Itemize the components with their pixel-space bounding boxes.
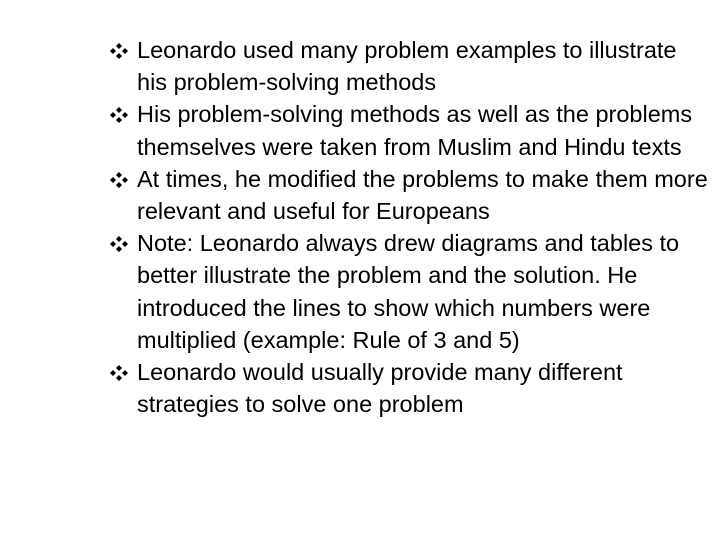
bullet-item bbox=[108, 98, 708, 162]
bullet-item bbox=[108, 34, 708, 98]
bullet-item bbox=[108, 163, 708, 227]
bullet-text: Leonardo would usually provide many different strategies to solve one problem bbox=[137, 359, 623, 418]
bullet-text: At times, he modified the problems to make them more relevant and useful for Europeans bbox=[137, 165, 708, 225]
bullet-item bbox=[108, 356, 708, 420]
four-diamond-bullet-icon bbox=[108, 236, 130, 252]
four-diamond-bullet-icon bbox=[108, 365, 130, 381]
four-diamond-bullet-icon bbox=[108, 43, 130, 59]
bullet-text: Note: Leonardo always drew diagrams and tables to better illustrate the problem and the solution. He introduced the lines to show which numbers were multiplied (example: Rule of 3 and 5) bbox=[137, 230, 680, 353]
bullet-item bbox=[108, 227, 708, 356]
bullet-text: Leonardo used many problem examples to illustrate his problem-solving methods bbox=[137, 37, 677, 96]
four-diamond-bullet-icon bbox=[108, 172, 130, 188]
bullet-text: His problem-solving methods as well as the problems themselves were taken from Muslim and Hindu texts bbox=[137, 101, 693, 160]
four-diamond-bullet-icon bbox=[108, 107, 130, 123]
bullet-list bbox=[108, 34, 708, 420]
